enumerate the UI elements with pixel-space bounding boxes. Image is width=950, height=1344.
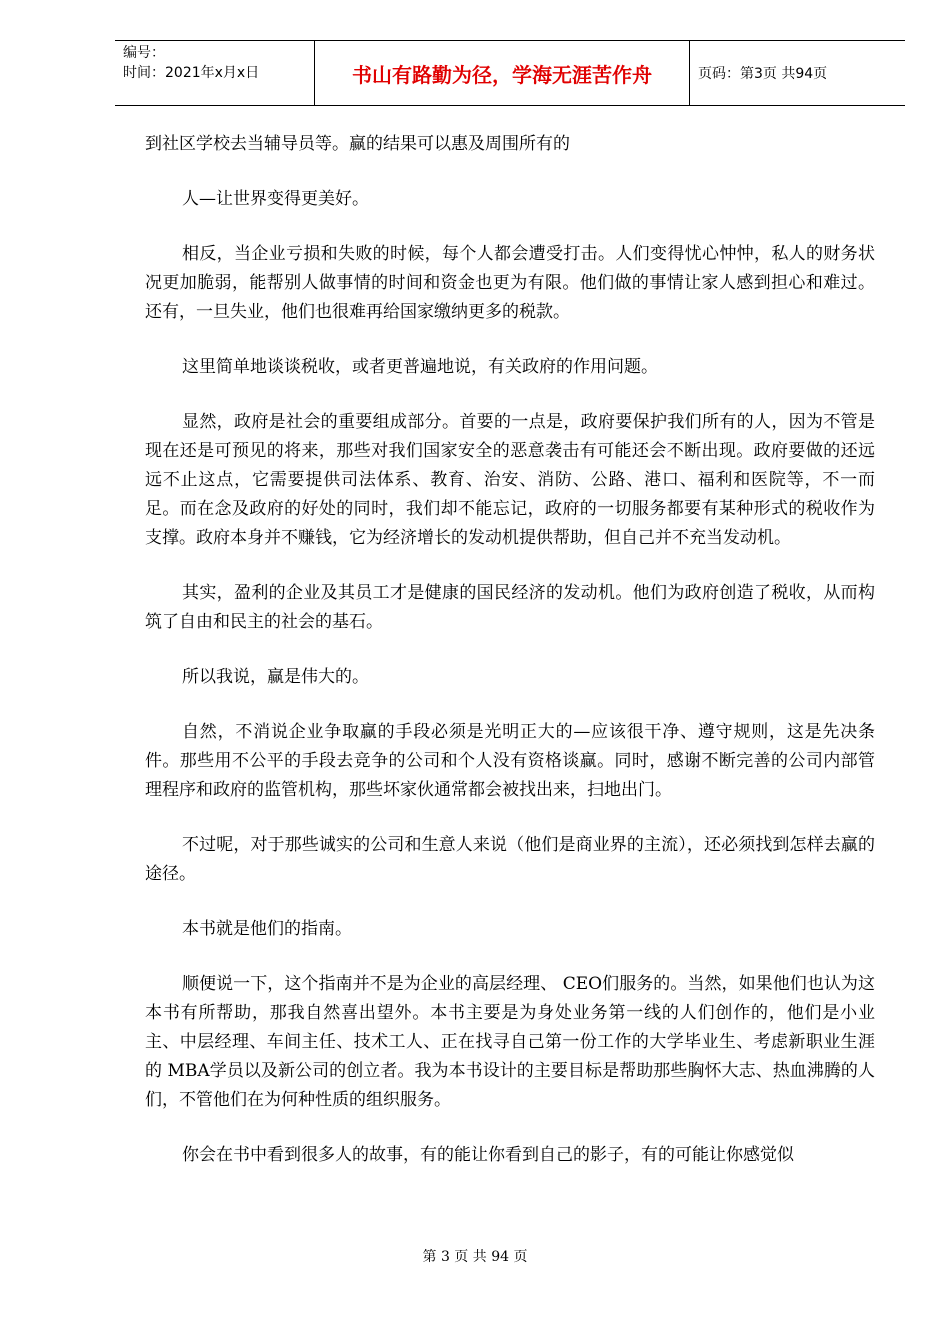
header-page-number: 页码：第3页 共94页 xyxy=(698,66,828,82)
header-meta xyxy=(115,41,315,105)
paragraph: 所以我说，赢是伟大的。 xyxy=(182,667,369,687)
paragraph: 这里简单地谈谈税收，或者更普遍地说，有关政府的作用问题。 xyxy=(182,357,658,377)
paragraph: 不过呢，对于那些诚实的公司和生意人来说（他们是商业界的主流），还必须找到怎样去赢的途径。 xyxy=(145,835,875,884)
paragraph: 其实，盈利的企业及其员工才是健康的国民经济的发动机。他们为政府创造了税收，从而构筑了自由和民主的社会的基石。 xyxy=(145,583,875,632)
document-number-label: 编号： xyxy=(123,45,165,61)
paragraph: 显然，政府是社会的重要组成部分。首要的一点是，政府要保护我们所有的人，因为不管是现在还是可预见的将来，那些对我们国家安全的恶意袭击有可能还会不断出现。政府要做的还远远不止这点，它需要提供司法体系、教育、治安、消防、公路、港口、福利和医院等，不一而足。而在念及政府的好处的同时，我们却不能忘记，政府的一切服务都要有某种形式的税收作为支撑。政府本身并不赚钱，它为经济增长的发动机提供帮助，但自己并不充当发动机。 xyxy=(145,412,875,548)
paragraph: 到社区学校去当辅导员等。赢的结果可以惠及周围所有的 xyxy=(145,134,570,154)
header-motto: 书山有路勤为径，学海无涯苦作舟 xyxy=(315,41,690,105)
page-header xyxy=(115,40,905,106)
page-footer: 第 3 页 共 94 页 xyxy=(422,1249,528,1265)
paragraph: 相反，当企业亏损和失败的时候，每个人都会遭受打击。人们变得忧心忡忡，私人的财务状况更加脆弱，能帮别人做事情的时间和资金也更为有限。他们做的事情让家人感到担心和难过。还有，一旦失业，他们也很难再给国家缴纳更多的税款。 xyxy=(145,244,875,322)
document-body xyxy=(145,130,875,1196)
paragraph: 你会在书中看到很多人的故事，有的能让你看到自己的影子，有的可能让你感觉似 xyxy=(182,1145,794,1165)
document-time-label: 时间：2021年x月x日 xyxy=(123,65,260,81)
paragraph: 人—让世界变得更美好。 xyxy=(182,189,369,209)
paragraph: 本书就是他们的指南。 xyxy=(182,919,352,939)
paragraph: 顺便说一下，这个指南并不是为企业的高层经理、 CEO们服务的。当然，如果他们也认为这本书有所帮助，那我自然喜出望外。本书主要是为身处业务第一线的人们创作的，他们是小业主、中层经理、车间主任、技术工人、正在找寻自己第一份工作的大学毕业生、考虑新职业生涯的 MBA学员以及新公司的创立者。我为本书设计的主要目标是帮助那些胸怀大志、热血沸腾的人们，不管他们在为何种性质的组织服务。 xyxy=(145,974,875,1110)
paragraph: 自然，不消说企业争取赢的手段必须是光明正大的—应该很干净、遵守规则，这是先决条件。那些用不公平的手段去竞争的公司和个人没有资格谈赢。同时，感谢不断完善的公司内部管理程序和政府的监管机构，那些坏家伙通常都会被找出来，扫地出门。 xyxy=(145,722,875,800)
